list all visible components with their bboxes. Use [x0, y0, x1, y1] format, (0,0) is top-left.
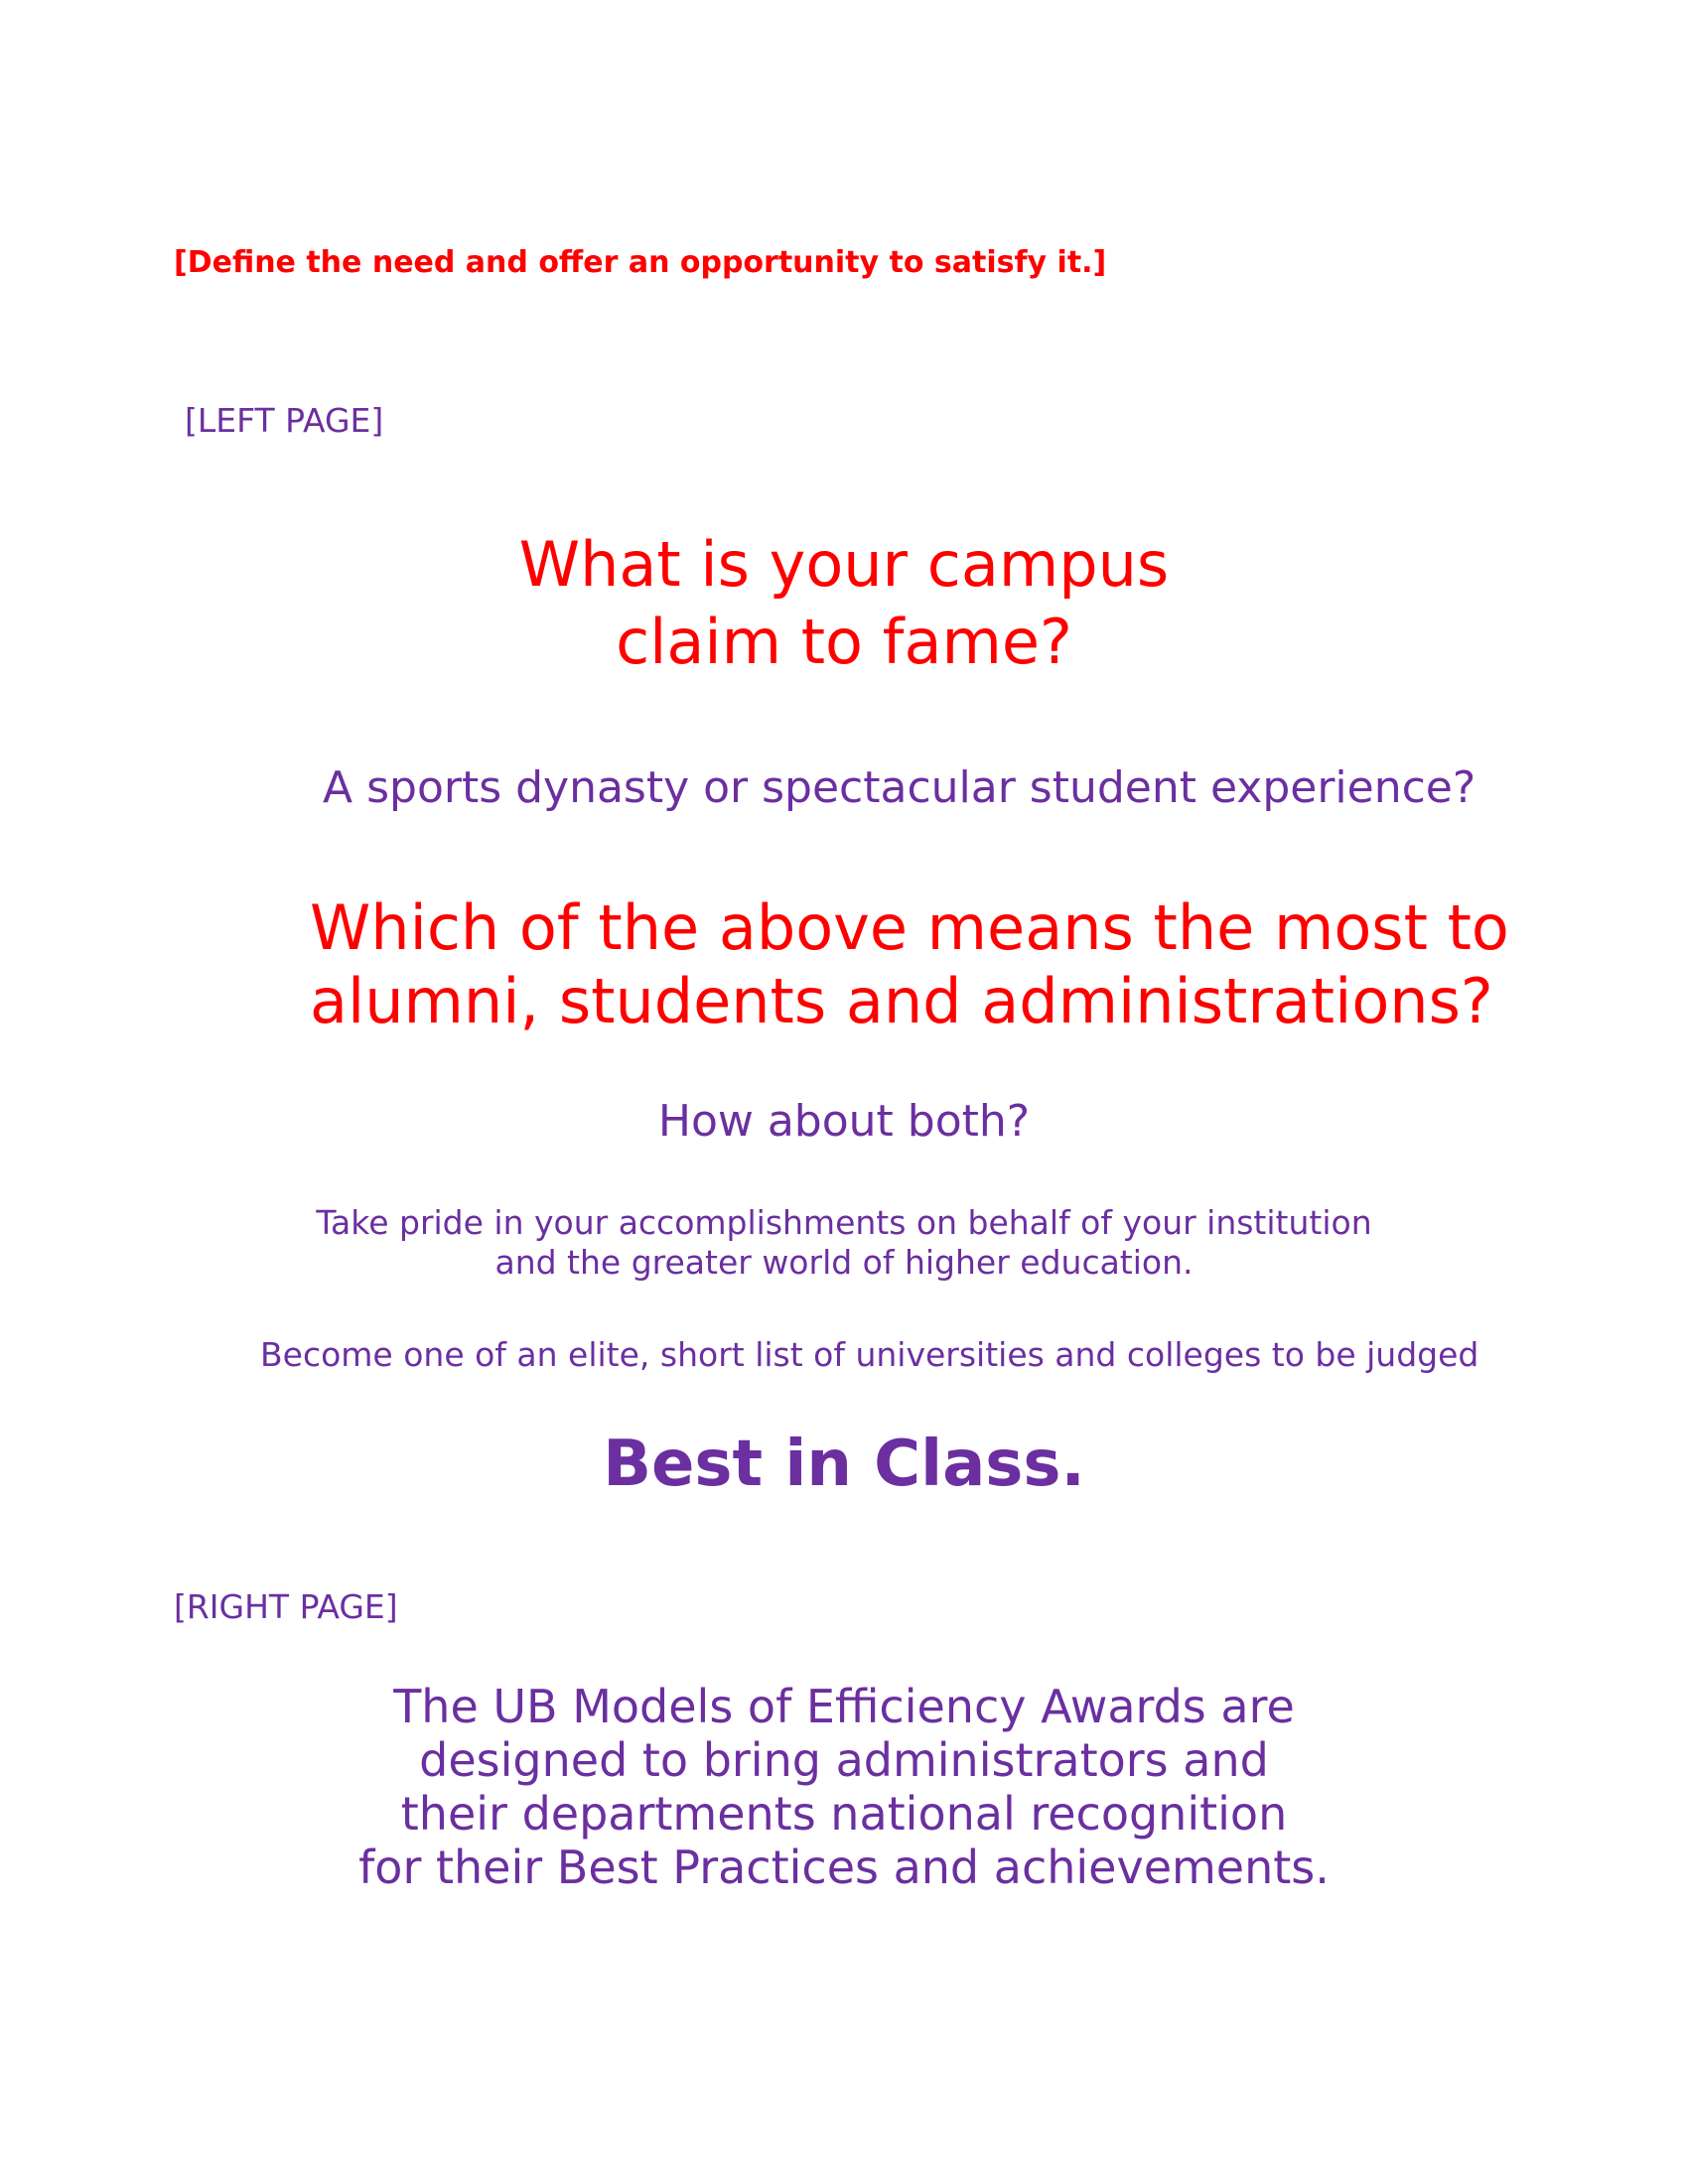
awards-description-line1: The UB Models of Efficiency Awards are [393, 1680, 1295, 1733]
headline-campus-fame-line2: claim to fame? [616, 606, 1072, 678]
sports-or-experience-question: A sports dynasty or spectacular student experience? [323, 762, 1477, 813]
headline-campus-fame-line1: What is your campus [518, 528, 1170, 601]
pride-statement-line2: and the greater world of higher education. [494, 1243, 1194, 1282]
awards-description-line3: their departments national recognition [400, 1787, 1288, 1841]
headline-campus-fame [0, 526, 1688, 681]
awards-description-line2: designed to bring administrators and [419, 1733, 1269, 1787]
best-in-class-heading: Best in Class. [603, 1428, 1085, 1501]
headline-means-most [310, 891, 1509, 1038]
awards-description-line4: for their Best Practices and achievements. [358, 1841, 1330, 1894]
left-page-label: [LEFT PAGE] [185, 401, 384, 440]
pride-statement [0, 1203, 1688, 1283]
pride-statement-line1: Take pride in your accomplishments on behalf of your institution [316, 1203, 1372, 1242]
right-page-label: [RIGHT PAGE] [174, 1587, 398, 1626]
directive-note: [Define the need and offer an opportunity to satisfy it.] [174, 245, 1107, 280]
headline-means-most-line2: alumni, students and administrations? [310, 965, 1493, 1037]
awards-description [0, 1680, 1688, 1894]
how-about-both: How about both? [657, 1096, 1031, 1147]
headline-means-most-line1: Which of the above means the most to [310, 891, 1509, 964]
elite-list-statement: Become one of an elite, short list of universities and colleges to be judged [260, 1335, 1479, 1374]
